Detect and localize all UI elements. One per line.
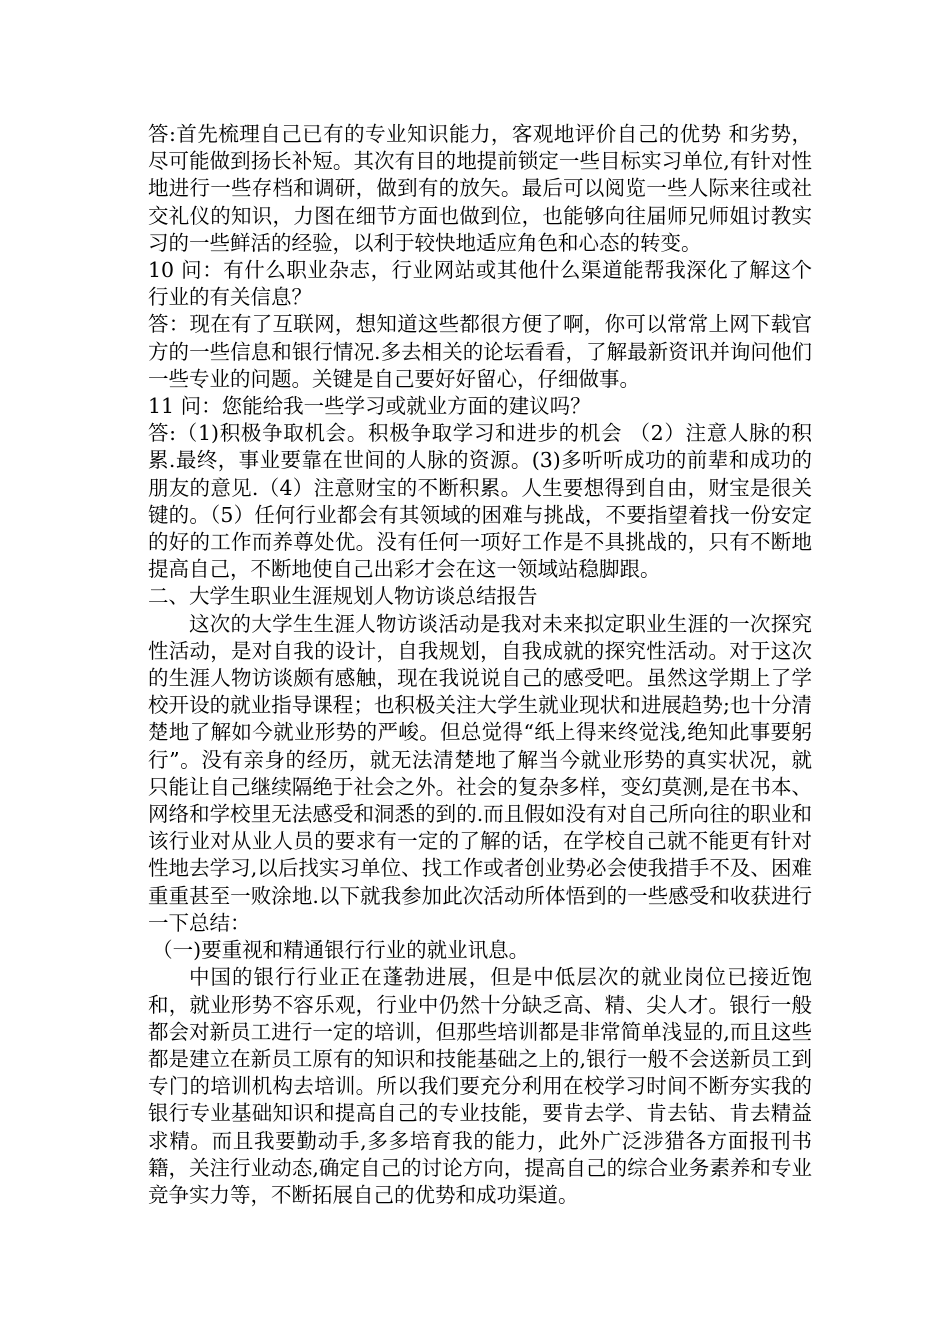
subsection-heading: （一)要重视和精通银行行业的就业讯息。 <box>152 938 530 963</box>
section-heading: 二、大学生职业生涯规划人物访谈总结报告 <box>148 584 538 609</box>
summary-paragraph: 这次的大学生生涯人物访谈活动是我对未来拟定职业生涯的一次探究性活动，是对自我的设计，自我规划，自我成就的探究性活动。对于这次的生涯人物访谈颇有感触，现在我说说自己的感受吧。虽然这学期上了学校开设的就业指导课程；也积极关注大学生就业现状和进展趋势;也十分清楚地了解如今就业形势的严峻。但总觉得“纸上得来终觉浅,绝知此事要躬行”。没有亲身的经历，就无法清楚地了解当今就业形势的真实状况，就只能让自己继续隔绝于社会之外。社会的复杂多样，变幻莫测,是在书本、网络和学校里无法感受和洞悉的到的.而且假如没有对自己所向往的职业和该行业对从业人员的要求有一定的了解的话，在学校自己就不能更有针对性地去学习,以后找实习单位、找工作或者创业势必会使我措手不及、困难重重甚至一败涂地.以下就我参加此次活动所体悟到的一些感受和收获进行一下总结： <box>148 611 812 935</box>
question-11: 11 问：您能给我一些学习或就业方面的建议吗？ <box>148 394 591 419</box>
answer-paragraph-10: 答：现在有了互联网，想知道这些都很方便了啊，你可以常常上网下载官方的一些信息和银行情况.多去相关的论坛看看，了解最新资讯并询问他们一些专业的问题。关键是自己要好好留心，仔细做事。 <box>148 312 812 391</box>
answer-paragraph-11: 答:（1)积极争取机会。积极争取学习和进步的机会 （2）注意人脉的积累.最终，事业要靠在世间的人脉的资源。(3)多听听成功的前辈和成功的朋友的意见.（4）注意财宝的不断积累。人生要想得到自由，财宝是很关键的。（5）任何行业都会有其领域的困难与挑战，不要指望着找一份安定的好的工作而养尊处优。没有任何一项好工作是不具挑战的，只有不断地提高自己，不断地使自己出彩才会在这一领域站稳脚跟。 <box>148 421 812 582</box>
body-paragraph: 中国的银行行业正在蓬勃进展，但是中低层次的就业岗位已接近饱和，就业形势不容乐观，行业中仍然十分缺乏高、精、尖人才。银行一般都会对新员工进行一定的培训，但那些培训都是非常简单浅显的,而且这些都是建立在新员工原有的知识和技能基础之上的,银行一般不会送新员工到专门的培训机构去培训。所以我们要充分利用在校学习时间不断夯实我的银行专业基础知识和提高自己的专业技能，要肯去学、肯去钻、肯去精益求精。而且我要勤动手,多多培育我的能力，此外广泛涉猎各方面报刊书籍，关注行业动态,确定自己的讨论方向，提高自己的综合业务素养和专业竞争实力等，不断拓展自己的优势和成功渠道。 <box>148 965 812 1207</box>
document-body <box>148 121 812 1209</box>
question-10: 10 问：有什么职业杂志，行业网站或其他什么渠道能帮我深化了解这个行业的有关信息？ <box>148 258 812 310</box>
answer-paragraph-9: 答:首先梳理自己已有的专业知识能力，客观地评价自己的优势 和劣势，尽可能做到扬长补短。其次有目的地提前锁定一些目标实习单位,有针对性地进行一些存档和调研，做到有的放矢。最后可以阅览一些人际来往或社交礼仪的知识，力图在细节方面也做到位，也能够向往届师兄师姐讨教实习的一些鲜活的经验，以利于较快地适应角色和心态的转变。 <box>148 122 812 255</box>
